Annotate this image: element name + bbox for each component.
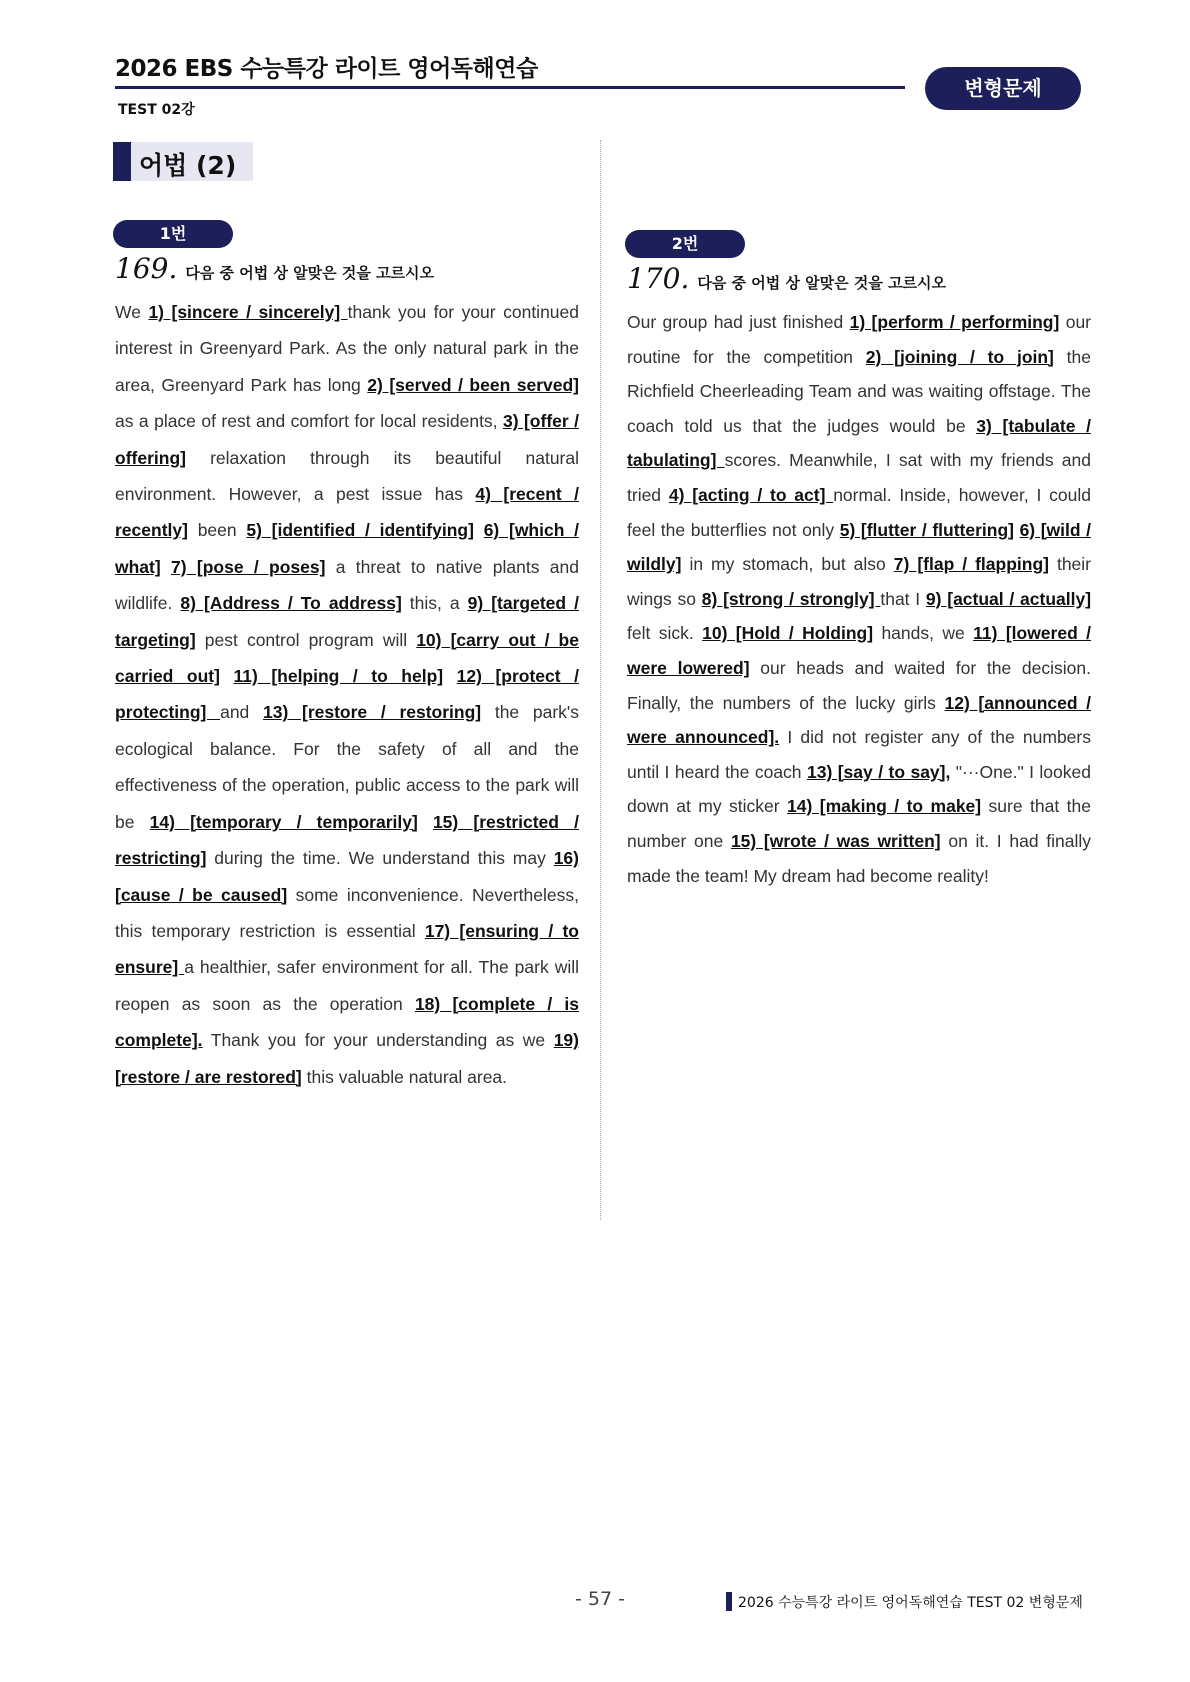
answer-choice: 11) [lowered / were lowered] <box>627 623 1092 678</box>
passage-text: some inconvenience. Nevertheless, this temporary restriction is essential <box>115 884 579 941</box>
column-divider <box>600 140 601 1220</box>
section-heading <box>113 142 253 181</box>
passage-text: our heads and waited for the decision. Finally, the numbers of the lucky girls <box>627 657 1091 713</box>
answer-choice: 11) [helping / to help] <box>233 666 444 687</box>
answer-choice: 5) [identified / identifying] <box>246 520 474 541</box>
answer-choice: 13) [restore / restoring] <box>263 702 482 723</box>
passage-text: the Richfield Cheerleading Team and was waiting offstage. The coach told us that the judges would be <box>627 346 1091 436</box>
document-title: 2026 EBS 수능특강 라이트 영어독해연습 <box>115 56 538 82</box>
answer-choice: 10) [Hold / Holding] <box>702 623 874 644</box>
passage-text <box>220 666 234 686</box>
passage-text: pest control program will <box>195 629 417 650</box>
answer-choice: 13) [say / to say], <box>806 761 951 782</box>
passage-text: normal. Inside, however, I could feel the butterflies not only <box>627 484 1092 540</box>
passage-text: thank you for your continued interest in Greenyard Park. As the only natural park in the area, Greenyard Park has long <box>115 302 579 395</box>
answer-choice: 8) [Address / To address] <box>180 593 402 614</box>
passage-text: this, a <box>401 593 468 614</box>
passage-text: relaxation through its beautiful natural environment. However, a pest issue has <box>115 447 579 505</box>
answer-choice: 14) [making / to make] <box>787 796 982 817</box>
variant-badge: 변형문제 <box>925 67 1081 110</box>
question-2-number: 170. <box>627 262 690 295</box>
footer-bar <box>726 1592 732 1611</box>
passage-text: Our group had just finished <box>627 312 850 332</box>
question-2-instruction: 다음 중 어법 상 알맞은 것을 고르시오 <box>697 274 947 292</box>
answer-choice: 10) [carry out / be carried out] <box>115 629 579 687</box>
passage-text: our routine for the competition <box>627 312 1092 367</box>
passage-text: as a place of rest and comfort for local residents, <box>115 411 503 432</box>
question-1-number: 169. <box>115 252 178 285</box>
answer-choice: 1) [perform / performing] <box>849 312 1060 332</box>
passage-text: scores. Meanwhile, I sat with my friends and tried <box>627 450 1091 505</box>
answer-choice: 7) [pose / poses] <box>171 556 326 577</box>
question-1-header <box>115 252 434 285</box>
passage-text: sure that the number one <box>627 796 1091 851</box>
answer-choice: 3) [offer / offering] <box>115 411 579 468</box>
section-heading-bar <box>113 142 131 181</box>
answer-choice: 18) [complete / is complete]. <box>115 993 579 1051</box>
answer-choice: 2) [served / been served] <box>367 374 579 395</box>
section-title: 어법 (2) <box>139 151 237 180</box>
answer-choice: 1) [sincere / sincerely] <box>148 302 348 322</box>
passage-text <box>161 557 171 577</box>
passage-text: been <box>187 520 247 541</box>
answer-choice: 8) [strong / strongly] <box>701 588 881 609</box>
passage-text: felt sick. <box>627 623 703 644</box>
question-1-pill: 1번 <box>113 220 233 248</box>
passage-text: Thank you for your understanding as we <box>202 1030 554 1051</box>
answer-choice: 3) [tabulate / tabulating] <box>627 415 1091 471</box>
passage-text: and <box>220 702 263 723</box>
answer-choice: 16) [cause / be caused] <box>115 848 579 905</box>
answer-choice: 9) [targeted / targeting] <box>115 593 579 650</box>
test-label: TEST 02강 <box>118 102 195 118</box>
passage-text: hands, we <box>873 623 974 644</box>
passage-text <box>443 666 457 686</box>
answer-choice: 6) [wild / wildly] <box>627 519 1091 575</box>
passage-text: We <box>115 302 149 322</box>
page-number: - 57 - <box>575 1588 625 1610</box>
passage-text: the park's ecological balance. For the safety of all and the effectiveness of the operation, public access to the park will be <box>115 702 580 832</box>
passage-text: "···One." I looked down at my sticker <box>627 761 1091 817</box>
passage-text: a healthier, safer environment for all. The park will reopen as soon as the operation <box>115 957 579 1014</box>
footer-text: 2026 수능특강 라이트 영어독해연습 TEST 02 변형문제 <box>738 1595 1083 1611</box>
answer-choice: 7) [flap / flapping] <box>893 554 1049 575</box>
answer-choice: 4) [acting / to act] <box>668 484 834 505</box>
passage-text: that I <box>880 588 926 609</box>
answer-choice: 12) [protect / protecting] <box>115 666 579 723</box>
passage-text: I did not register any of the numbers until I heard the coach <box>627 727 1091 782</box>
passage-text <box>474 520 484 540</box>
passage-text: on it. I had finally made the team! My dream had become reality! <box>627 830 1091 886</box>
passage-text: a threat to native plants and wildlife. <box>115 556 579 614</box>
passage-text <box>418 812 433 832</box>
answer-choice: 9) [actual / actually] <box>925 588 1092 609</box>
footer <box>726 1592 1083 1612</box>
title-underline <box>115 86 905 89</box>
passage-text: this valuable natural area. <box>301 1066 508 1087</box>
answer-choice: 15) [wrote / was written] <box>730 830 941 851</box>
question-2-header <box>627 262 946 295</box>
question-2-passage <box>627 305 1091 893</box>
answer-choice: 2) [joining / to join] <box>865 346 1054 367</box>
passage-text: their wings so <box>627 554 1091 609</box>
answer-choice: 15) [restricted / restricting] <box>115 811 579 869</box>
answer-choice: 12) [announced / were announced]. <box>627 692 1091 748</box>
answer-choice: 19) [restore / are restored] <box>115 1030 579 1087</box>
answer-choice: 14) [temporary / temporarily] <box>149 811 418 832</box>
answer-choice: 5) [flutter / fluttering] <box>839 519 1014 540</box>
question-2-pill: 2번 <box>625 230 745 258</box>
passage-text: in my stomach, but also <box>681 554 894 575</box>
question-1-instruction: 다음 중 어법 상 알맞은 것을 고르시오 <box>185 264 435 282</box>
question-1-passage <box>115 294 579 1095</box>
answer-choice: 6) [which / what] <box>115 520 580 577</box>
answer-choice: 17) [ensuring / to ensure] <box>115 920 579 978</box>
passage-text: during the time. We understand this may <box>206 848 554 869</box>
answer-choice: 4) [recent / recently] <box>115 484 580 541</box>
